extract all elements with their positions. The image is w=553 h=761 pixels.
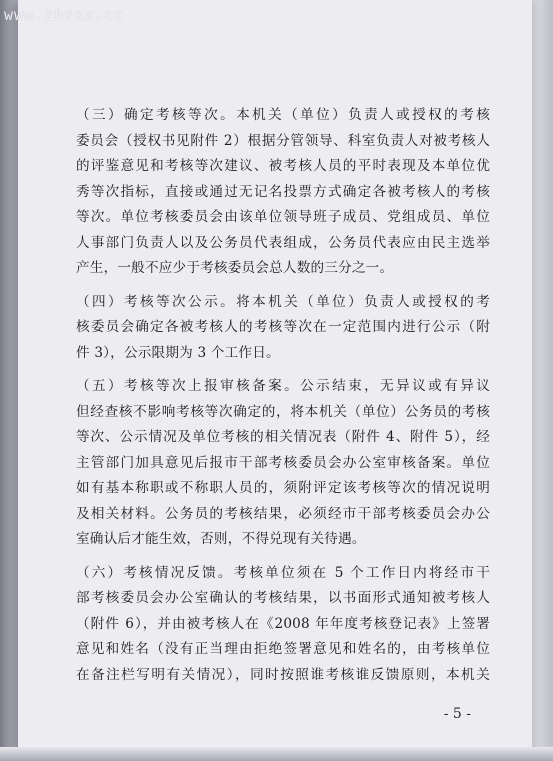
- text-line: 及相关材料。公务员的考核结果，必须经市干部考核委员会办公: [76, 505, 490, 522]
- watermark-text: www.zhssx.cc: [4, 6, 125, 24]
- text-line: 的评鉴意见和考核等次建议、被考核人员的平时表现及本单位优: [76, 158, 490, 174]
- page-number: - 5 -: [443, 706, 471, 722]
- text-line: （三）确定考核等次。本机关（单位）负责人或授权的考核: [76, 107, 490, 123]
- text-line: 在备注栏写明有关情况），同时按照谁考核谁反馈原则，本机关: [76, 666, 490, 683]
- paragraph-3-determine-grade: [76, 103, 490, 282]
- text-line: （四）考核等次公示。将本机关（单位）负责人或授权的考: [76, 293, 490, 310]
- text-line: 人事部门负责人以及公务员代表组成，公务员代表应由民主选举: [76, 234, 490, 251]
- scan-bottom-edge: [0, 747, 553, 761]
- paragraph-6-feedback: [76, 561, 490, 689]
- text-line: （五）考核等次上报审核备案。公示结束，无异议或有异议: [76, 378, 490, 394]
- text-line: 意见和姓名（没有正当理由拒绝签署意见和姓名的，由考核单位: [76, 641, 490, 657]
- text-line: （六）考核情况反馈。考核单位须在 5 个工作日内将经市干: [76, 564, 490, 581]
- text-line: 但经查核不影响考核等次确定的，将本机关（单位）公务员的考核: [76, 403, 490, 420]
- text-line: 秀等次指标，直接或通过无记名投票方式确定各被考核人的考核: [76, 183, 490, 200]
- text-line: 等次。单位考核委员会由该单位领导班子成员、党组成员、单位: [76, 209, 490, 225]
- paragraph-5-report-filing: [76, 374, 490, 553]
- text-line: 件 3），公示限期为 3 个工作日。: [76, 344, 280, 361]
- text-line: 如有基本称职或不称职人员的，须附评定该考核等次的情况说明: [76, 480, 490, 496]
- text-line: 核委员会确定各被考核人的考核等次在一定范围内进行公示（附: [76, 319, 490, 335]
- text-line: 等次、公示情况及单位考核的相关情况表（附件 4、附件 5），经: [76, 429, 490, 445]
- document-body: [76, 103, 490, 688]
- text-line: 主管部门加具意见后报市干部考核委员会办公室审核备案。单位: [76, 454, 490, 471]
- text-line: 室确认后才能生效，否则，不得兑现有关待遇。: [76, 531, 366, 547]
- text-line: 产生，一般不应少于考核委员会总人数的三分之一。: [76, 260, 394, 276]
- text-line: 委员会（授权书见附件 2）根据分管领导、科室负责人对被考核人: [76, 132, 490, 149]
- paragraph-4-publicity: [76, 290, 490, 367]
- text-line: （附件 6），并由被考核人在《2008 年年度考核登记表》上签署: [76, 615, 490, 632]
- text-line: 部考核委员会办公室确认的考核结果，以书面形式通知被考核人: [76, 590, 490, 606]
